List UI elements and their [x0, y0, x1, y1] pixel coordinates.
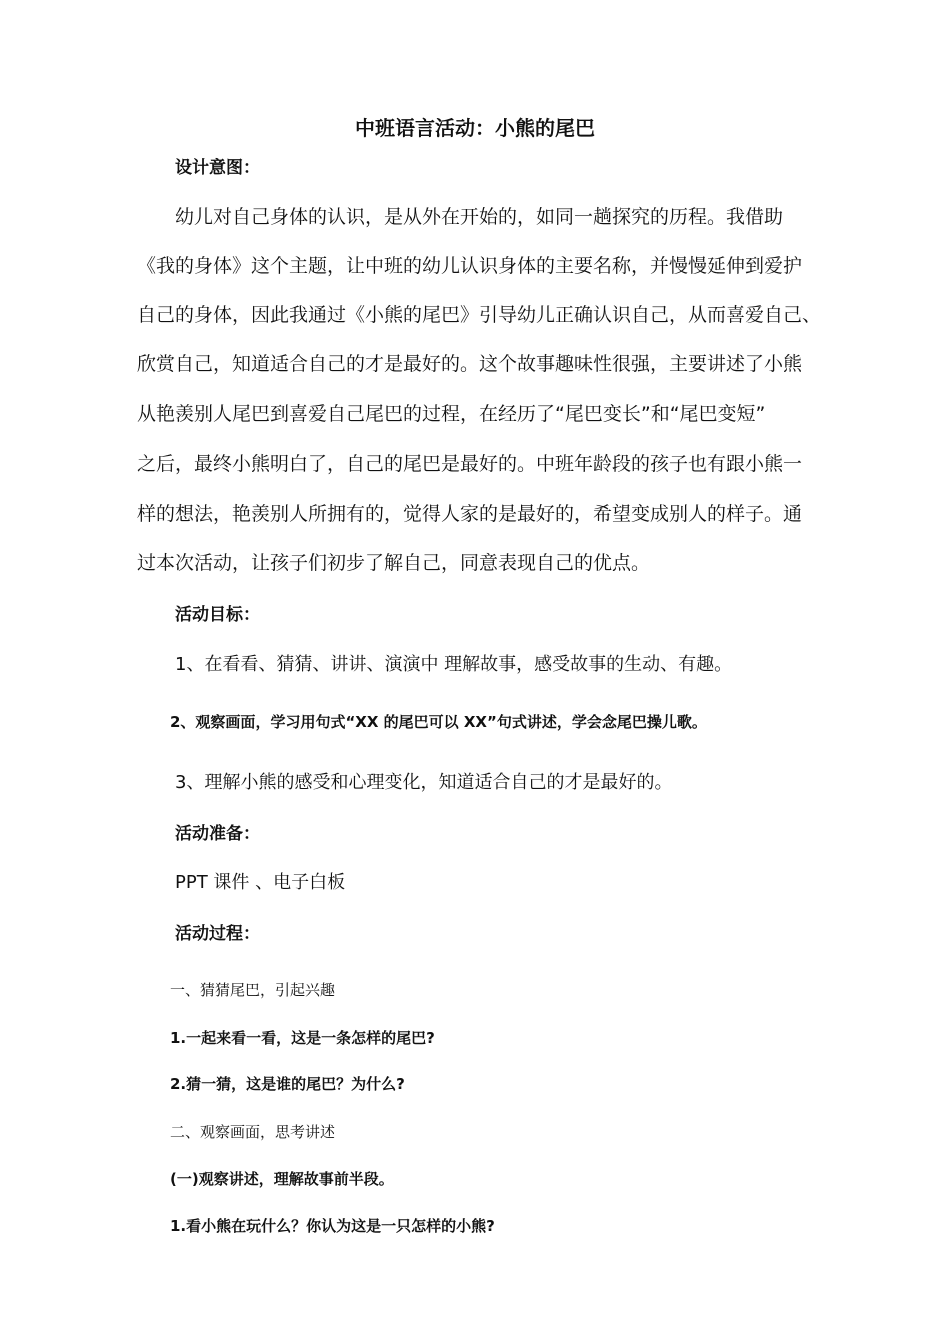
- process-step: 二、观察画面，思考讲述: [170, 1123, 336, 1141]
- process-step: 1.看小熊在玩什么？你认为这是一只怎样的小熊?: [170, 1217, 495, 1235]
- goal-item-3: 3、理解小熊的感受和心理变化，知道适合自己的才是最好的。: [175, 772, 673, 793]
- design-intent-heading: 设计意图：: [175, 158, 260, 178]
- goals-heading: 活动目标：: [175, 605, 260, 625]
- prep-text: PPT 课件 、电子白板: [175, 872, 346, 893]
- paragraph-line: 样的想法，艳羡别人所拥有的，觉得人家的是最好的，希望变成别人的样子。通: [137, 503, 803, 525]
- document-title: 中班语言活动：小熊的尾巴: [355, 116, 595, 140]
- paragraph-line: 《我的身体》这个主题，让中班的幼儿认识身体的主要名称，并慢慢延伸到爱护: [137, 255, 803, 277]
- paragraph-line: 从艳羡别人尾巴到喜爱自己尾巴的过程，在经历了“尾巴变长”和“尾巴变短”: [137, 403, 766, 425]
- process-step: 1.一起来看一看，这是一条怎样的尾巴?: [170, 1029, 435, 1047]
- process-step: (一)观察讲述，理解故事前半段。: [170, 1170, 394, 1188]
- process-heading: 活动过程：: [175, 924, 260, 944]
- goal-item-2: 2、观察画面，学习用句式“XX 的尾巴可以 XX”句式讲述，学会念尾巴操儿歌。: [170, 713, 707, 731]
- paragraph-line: 欣赏自己，知道适合自己的才是最好的。这个故事趣味性很强，主要讲述了小熊: [137, 353, 803, 375]
- process-step: 一、猜猜尾巴，引起兴趣: [170, 981, 336, 999]
- paragraph-line: 过本次活动，让孩子们初步了解自己，同意表现自己的优点。: [137, 552, 651, 574]
- paragraph-line: 幼儿对自己身体的认识，是从外在开始的，如同一趟探究的历程。我借助: [175, 206, 784, 228]
- prep-heading: 活动准备：: [175, 824, 260, 844]
- goal-item-1: 1、在看看、猜猜、讲讲、演演中 理解故事，感受故事的生动、有趣。: [175, 654, 733, 675]
- paragraph-line: 自己的身体，因此我通过《小熊的尾巴》引导幼儿正确认识自己，从而喜爱自己、: [137, 304, 822, 326]
- paragraph-line: 之后，最终小熊明白了，自己的尾巴是最好的。中班年龄段的孩子也有跟小熊一: [137, 453, 803, 475]
- process-step: 2.猜一猜，这是谁的尾巴？为什么?: [170, 1075, 405, 1093]
